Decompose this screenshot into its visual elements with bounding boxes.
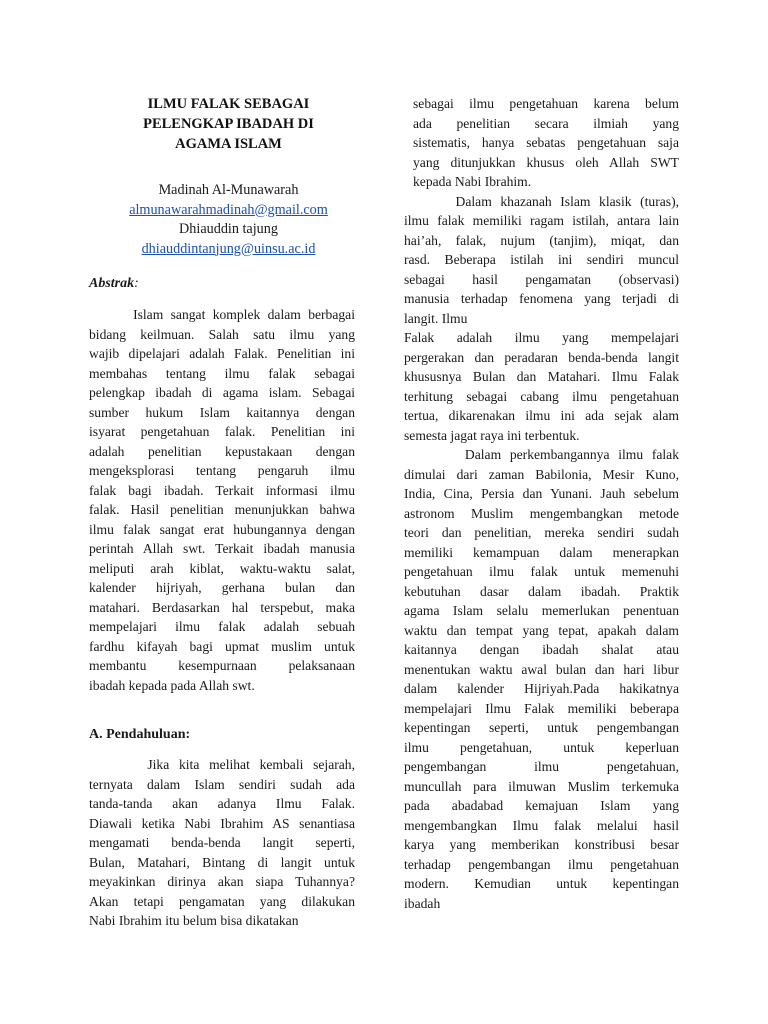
text-line: isyarat pengetahuan falak. Penelitian ini	[89, 424, 355, 439]
text-line: Dalam perkembangannya ilmu falak	[404, 447, 679, 462]
text-line: Dalam khazanah Islam klasik (turas),	[404, 193, 679, 209]
text-line: Nabi Ibrahim itu belum bisa dikatakan	[89, 913, 299, 928]
text-line: yang ditunjukkan khusus oleh Allah SWT	[413, 154, 679, 170]
text-line: ibadah	[404, 895, 441, 911]
right-paragraph-4	[404, 445, 679, 913]
text-line: tertua, dikarenakan ilmu ini ada sejak alam	[404, 408, 679, 423]
text-line: Falak adalah ilmu yang mempelajari	[404, 330, 679, 345]
abstract-heading-colon: :	[134, 276, 139, 291]
text-line: agama Islam selalu memerlukan penentuan	[404, 603, 679, 618]
text-line: manusia terhadap fenomena yang terjadi di	[404, 291, 679, 306]
text-line: langit. Ilmu	[404, 310, 468, 326]
text-line: ternyata dalam Islam sendiri sudah ada	[89, 776, 355, 792]
text-line: meliputi arah kiblat, waktu-waktu salat,	[89, 560, 355, 576]
text-line: adalah penelitian kepustakaan dengan	[89, 443, 355, 459]
title-line-1: ILMU FALAK SEBAGAI	[147, 96, 310, 112]
text-line: pergerakan dan peradaran benda-benda langit	[404, 349, 679, 365]
abstract-body	[89, 305, 355, 695]
text-line: Akan tetapi pengamatan yang dilakukan	[89, 893, 355, 909]
text-line: ilmu falak sangat erat hubungannya dengan	[89, 521, 355, 537]
text-line: matahari. Berdasarkan hal terspebut, maka	[89, 599, 355, 615]
text-line: membahas tentang ilmu falak sebagai	[89, 365, 355, 381]
text-line: Jika kita melihat kembali sejarah,	[89, 757, 355, 772]
text-line: mempelajari Ilmu Falak memiliki beberapa	[404, 700, 679, 716]
title-line-2: PELENGKAP IBADAH DI	[143, 116, 314, 132]
author-block	[89, 181, 368, 259]
text-line: pengetahuan ilmu falak untuk memenuhi	[404, 564, 679, 579]
text-line: memiliki kemampuan dalam menerapkan	[404, 544, 679, 560]
text-line: terhadap pengembangan ilmu pengetahuan	[404, 856, 679, 872]
text-line: kepentingan seperti, untuk pengembangan	[404, 720, 679, 735]
text-line: sebagai ilmu pengetahuan karena belum	[413, 96, 679, 111]
text-line: ada penelitian secara ilmiah yang	[413, 115, 679, 131]
text-line: semesta jagat raya ini terbentuk.	[404, 427, 580, 443]
text-line: kalender hijriyah, gerhana bulan dan	[89, 580, 355, 595]
text-line: pengembangan ilmu pengetahuan,	[404, 759, 679, 774]
author-2-email-link[interactable]: dhiauddintanjung@uinsu.ac.id	[141, 240, 316, 257]
text-line: pelengkap ibadah di agama islam. Sebagai	[89, 385, 355, 400]
right-paragraph-2	[404, 192, 679, 329]
text-line: menentukan waktu awal bulan dan hari libur	[404, 661, 679, 677]
title-line-3: AGAMA ISLAM	[175, 136, 282, 152]
text-line: perintah Allah swt. Terkait ibadah manusia	[89, 541, 355, 556]
text-line: Bulan, Matahari, Bintang di langit untuk	[89, 854, 355, 870]
text-line: India, Cina, Persia dan Yunani. Jauh sebelum	[404, 486, 679, 501]
text-line: waktu dan tempat yang tepat, apakah dalam	[404, 622, 679, 638]
text-line: ilmu falak memiliki ragam istilah, antara lain	[404, 213, 679, 228]
text-line: teori dan penelitian, mereka sendiri sudah	[404, 525, 679, 540]
text-line: bidang keilmuan. Salah satu ilmu yang	[89, 326, 355, 342]
abstract-heading-text: Abstrak	[89, 276, 135, 291]
text-line: terhitung sebagai cabang ilmu pengetahuan	[404, 388, 679, 404]
text-line: wajib dipelajari adalah Falak. Penelitian ini	[89, 346, 355, 361]
text-line: dalam kalender Hijriyah.Pada hakikatnya	[404, 681, 679, 696]
text-line: muncullah para ilmuwan Muslim terkemuka	[404, 778, 679, 794]
text-line: falak. Hasil penelitian menunjukkan bahwa	[89, 502, 355, 517]
text-line: rasd. Beberapa istilah ini sendiri muncul	[404, 252, 679, 267]
text-line: fardhu kifayah bagi upmat muslim untuk	[89, 638, 355, 654]
text-line: karya yang memberikan konstribusi besar	[404, 837, 679, 852]
text-line: astronom Muslim mengembangkan metode	[404, 505, 679, 521]
text-line: pada abadabad kemajuan Islam yang	[404, 798, 679, 813]
text-line: tanda-tanda akan adanya Ilmu Falak.	[89, 796, 355, 811]
text-line: sebagai hasil pengamatan (observasi)	[404, 271, 679, 287]
text-line: mengeksplorasi tentang pengaruh ilmu	[89, 463, 355, 478]
text-line: Diawali ketika Nabi Ibrahim AS senantiasa	[89, 815, 355, 831]
text-line: mempelajari ilmu falak adalah sebuah	[89, 619, 355, 634]
text-line: membantu kesempurnaan pelaksanaan	[89, 658, 355, 673]
text-line: dimulai dari zaman Babilonia, Mesir Kuno,	[404, 466, 679, 482]
text-line: meyakinkan dirinya akan siapa Tuhannya?	[89, 874, 355, 889]
text-line: sistematis, hanya sebatas pengetahuan saja	[413, 135, 679, 150]
author-1-email-link[interactable]: almunawarahmadinah@gmail.com	[129, 201, 328, 218]
text-line: hai’ah, falak, nujum (tanjim), miqat, dan	[404, 232, 679, 248]
text-line: khususnya Bulan dan Matahari. Ilmu Falak	[404, 369, 679, 384]
text-line: sumber hukum Islam kaitannya dengan	[89, 404, 355, 420]
text-line: kaitannya dengan ibadah shalat atau	[404, 642, 679, 657]
section-a-heading: A. Pendahuluan:	[89, 727, 191, 742]
author-1-name: Madinah Al-Munawarah	[158, 182, 299, 198]
text-line: falak bagi ibadah. Terkait informasi ilmu	[89, 482, 355, 498]
text-line: ilmu pengetahuan, untuk keperluan	[404, 739, 679, 755]
right-paragraph-3	[404, 328, 679, 445]
text-line: ibadah kepada pada Allah swt.	[89, 677, 255, 693]
text-line: modern. Kemudian untuk kepentingan	[404, 876, 679, 891]
abstract-heading	[89, 276, 139, 292]
paper-title	[89, 94, 368, 154]
right-paragraph-1	[413, 94, 679, 192]
text-line: kebutuhan dasar dalam ibadah. Praktik	[404, 583, 679, 599]
text-line: kepada Nabi Ibrahim.	[413, 174, 532, 189]
text-line: Islam sangat komplek dalam berbagai	[89, 307, 355, 322]
section-a-body	[89, 755, 355, 931]
text-line: mengamati benda-benda langit seperti,	[89, 835, 355, 850]
author-2-name: Dhiauddin tajung	[179, 221, 278, 237]
text-line: mengembangkan Ilmu falak melalui hasil	[404, 817, 679, 833]
